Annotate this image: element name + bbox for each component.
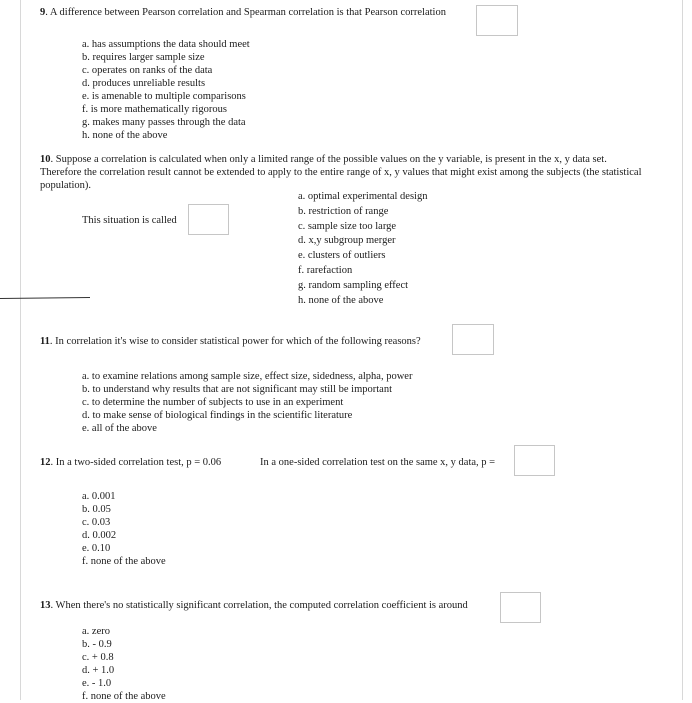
q12-option: f. none of the above — [82, 556, 166, 567]
q12-question-part2: In a one-sided correlation test on the same x, y data, p = — [260, 457, 496, 468]
q10-option: h. none of the above — [298, 294, 384, 306]
q10-text: . Suppose a correlation is calculated when only a limited range of the possible values on the y variable, is present in the x, y data set. Therefore the correlation result cannot be extended to apply to the entire range of x, y values that might exist among the subjects (the statistical population). — [40, 154, 642, 191]
q12-option: b. 0.05 — [82, 504, 111, 515]
q9-text: . A difference between Pearson correlation and Spearman correlation is that Pearson correlation — [45, 7, 446, 18]
q9-question — [40, 6, 446, 19]
q9-option: a. has assumptions the data should meet — [82, 39, 250, 50]
q11-option: a. to examine relations among sample size, effect size, sidedness, alpha, power — [82, 371, 413, 382]
q10-prompt: This situation is called — [82, 215, 177, 226]
q9-option: d. produces unreliable results — [82, 78, 206, 89]
q9-options — [82, 38, 250, 142]
q12-option: c. 0.03 — [82, 517, 111, 528]
q13-options — [82, 625, 166, 703]
q10-question — [40, 153, 650, 192]
q11-text: . In correlation it's wise to consider statistical power for which of the following reasons? — [49, 336, 421, 347]
q9-option: e. is amenable to multiple comparisons — [82, 91, 246, 102]
q13-option: f. none of the above — [82, 691, 166, 702]
q11-number: 11 — [40, 336, 50, 347]
q11-option: e. all of the above — [82, 423, 157, 434]
q11-option: b. to understand why results that are not significant may still be important — [82, 384, 392, 395]
q9-number: 9 — [40, 7, 46, 18]
q12-text: . In a two-sided correlation test, p = 0.06 — [50, 457, 222, 468]
q10-number: 10 — [40, 154, 51, 165]
q11-option: d. to make sense of biological findings in the scientific literature — [82, 410, 353, 421]
q12-question — [40, 456, 221, 469]
q12-number: 12 — [40, 457, 51, 468]
q12-option: d. 0.002 — [82, 530, 117, 541]
page-right-edge — [682, 0, 683, 700]
q12-option: a. 0.001 — [82, 491, 116, 502]
q13-option: c. + 0.8 — [82, 652, 114, 663]
q10-option: a. optimal experimental design — [298, 191, 428, 202]
q9-option: c. operates on ranks of the data — [82, 65, 213, 76]
q13-answer-box[interactable] — [500, 592, 541, 623]
q12-options — [82, 490, 166, 568]
q9-option: f. is more mathematically rigorous — [82, 104, 227, 115]
q13-option: d. + 1.0 — [82, 665, 115, 676]
q10-options — [298, 190, 427, 308]
q11-answer-box[interactable] — [452, 324, 494, 355]
q10-option: b. restriction of range — [298, 205, 389, 217]
q10-option: e. clusters of outliers — [298, 250, 386, 262]
horizontal-rule — [0, 297, 90, 299]
q9-option: h. none of the above — [82, 130, 168, 141]
q10-option: d. x,y subgroup merger — [298, 235, 396, 247]
q13-question — [40, 599, 468, 612]
q10-option: g. random sampling effect — [298, 279, 409, 291]
page-left-edge — [20, 0, 21, 700]
q13-option: e. - 1.0 — [82, 678, 112, 689]
q12-answer-box[interactable] — [514, 445, 555, 476]
q10-option: f. rarefaction — [298, 264, 353, 276]
q9-answer-box[interactable] — [476, 5, 518, 36]
q9-option: g. makes many passes through the data — [82, 117, 246, 128]
q12-option: e. 0.10 — [82, 543, 111, 554]
q11-question — [40, 335, 421, 348]
q11-option: c. to determine the number of subjects to use in an experiment — [82, 397, 344, 408]
q10-answer-box[interactable] — [188, 204, 229, 235]
q13-option: a. zero — [82, 626, 110, 637]
q13-option: b. - 0.9 — [82, 639, 112, 650]
q13-number: 13 — [40, 600, 51, 611]
q9-option: b. requires larger sample size — [82, 52, 205, 63]
q11-options — [82, 370, 412, 435]
q13-text: . When there's no statistically significant correlation, the computed correlation coefficient is around — [50, 600, 468, 611]
q10-option: c. sample size too large — [298, 220, 397, 232]
